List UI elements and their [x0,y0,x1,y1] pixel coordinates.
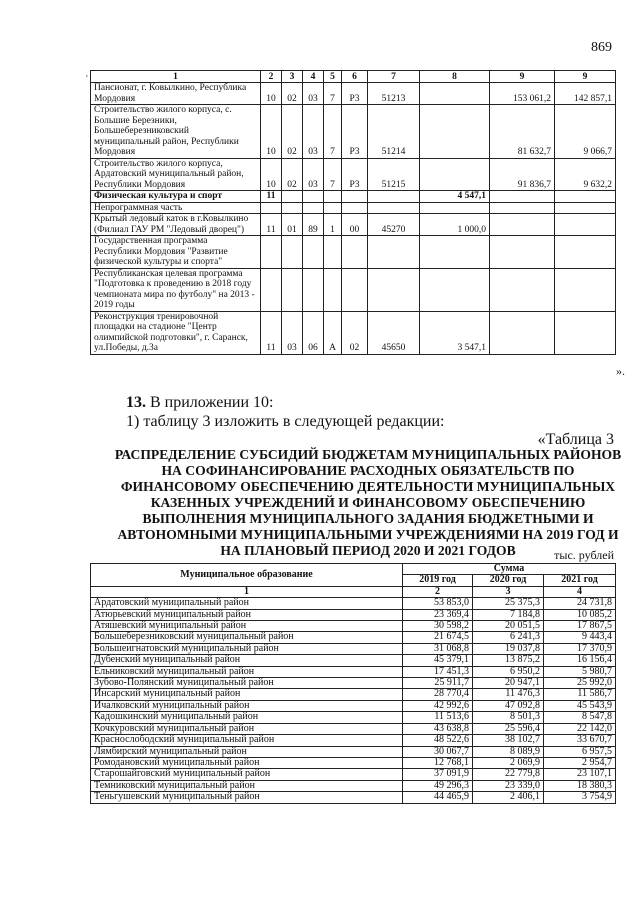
table-cell-c5: 7 [324,158,342,191]
amount-2019: 49 296,3 [403,780,473,791]
amount-2021: 9 443,4 [544,632,616,643]
table-cell-c3: 02 [282,105,303,159]
section-number: 13. [126,394,146,411]
table-row [91,609,616,620]
municipality-name: Большеберезниковский муниципальный район [91,632,403,643]
table-row [91,268,616,311]
municipality-name: Краснослободский муниципальный район [91,735,403,746]
amount-2021: 8 547,8 [544,712,616,723]
table-row [91,236,616,269]
table-cell-c6 [342,268,368,311]
amount-2020: 20 051,5 [473,621,544,632]
amount-2020: 8 089,9 [473,746,544,757]
amount-2019: 45 379,1 [403,655,473,666]
municipality-name: Ардатовский муниципальный район [91,598,403,609]
table-cell-c3: 03 [282,311,303,354]
table-cell-c5: 1 [324,214,342,236]
table-row [91,689,616,700]
table-cell-c2: 11 [261,191,282,203]
municipality-name: Ромодановский муниципальный район [91,757,403,768]
table-cell-c6: Р3 [342,83,368,105]
table-cell-c6 [342,202,368,214]
amount-2019: 21 674,5 [403,632,473,643]
municipality-name: Старошайговский муниципальный район [91,769,403,780]
municipality-name: Кочкуровский муниципальный район [91,723,403,734]
table2-index-3: 3 [473,586,544,597]
table-cell-c9 [490,191,555,203]
amount-2019: 23 369,4 [403,609,473,620]
table-row [91,158,616,191]
amount-2021: 33 670,7 [544,735,616,746]
table-cell-name: Строительство жилого корпуса, Ардатовский муниципальный район, Республики Мордовия [91,158,261,191]
table2-header-sum: Сумма [403,564,616,575]
table-cell-c7 [368,268,420,311]
municipality-name: Зубово-Полянский муниципальный район [91,678,403,689]
table-cell-c10 [555,268,616,311]
table-cell-c10: 9 632,2 [555,158,616,191]
amount-2019: 43 638,8 [403,723,473,734]
units-label: тыс. рублей [554,548,614,562]
amount-2020: 25 596,4 [473,723,544,734]
table-row [91,746,616,757]
table-cell-c3: 02 [282,83,303,105]
table-cell-c9 [490,202,555,214]
table-row [91,202,616,214]
table-cell-c9: 153 061,2 [490,83,555,105]
table-cell-c2 [261,202,282,214]
table-cell-c6: Р3 [342,158,368,191]
municipality-name: Инсарский муниципальный район [91,689,403,700]
top-mark: ' [86,74,88,85]
page-number: 869 [591,40,612,55]
table-cell-c7 [368,236,420,269]
table-cell-c7: 51213 [368,83,420,105]
table-cell-c7 [368,202,420,214]
table-row [91,666,616,677]
amount-2019: 44 465,9 [403,792,473,803]
municipality-name: Атюрьевский муниципальный район [91,609,403,620]
table-cell-c6 [342,236,368,269]
table2-header-row [91,564,616,575]
amount-2021: 5 980,7 [544,666,616,677]
amount-2019: 28 770,4 [403,689,473,700]
table1-header-row [91,71,616,83]
amount-2020: 6 950,2 [473,666,544,677]
table2-index-4: 4 [544,586,616,597]
amount-2020: 25 375,3 [473,598,544,609]
table-cell-c4: 03 [303,158,324,191]
table-cell-c4: 03 [303,105,324,159]
amount-2021: 23 107,1 [544,769,616,780]
table-cell-c3 [282,202,303,214]
table-row [91,723,616,734]
table-label: «Таблица 3 [537,431,614,448]
table-row [91,105,616,159]
amount-2020: 2 069,9 [473,757,544,768]
table-cell-c9 [490,311,555,354]
budget-expenditures-table [90,70,616,355]
table-cell-c5 [324,191,342,203]
table1-header-9: 9 [490,71,555,83]
table-cell-c5 [324,236,342,269]
table2-index-2: 2 [403,586,473,597]
amount-2019: 17 451,3 [403,666,473,677]
table-cell-c4 [303,268,324,311]
table-cell-c2: 11 [261,311,282,354]
table-cell-c3: 01 [282,214,303,236]
table1-header-8: 8 [420,71,490,83]
table-cell-c4: 06 [303,311,324,354]
section-text: В приложении 10: [146,394,274,411]
table1-body [91,83,616,355]
table-cell-c5: 7 [324,105,342,159]
table-row [91,712,616,723]
amount-2020: 11 476,3 [473,689,544,700]
amount-2019: 30 067,7 [403,746,473,757]
amount-2020: 13 875,2 [473,655,544,666]
amount-2021: 6 957,5 [544,746,616,757]
amount-2019: 42 992,6 [403,700,473,711]
table-cell-name: Физическая культура и спорт [91,191,261,203]
table-cell-c7: 51214 [368,105,420,159]
table-cell-name: Непрограммная часть [91,202,261,214]
amount-2019: 31 068,8 [403,643,473,654]
table-cell-c8: 4 547,1 [420,191,490,203]
table-cell-c3 [282,191,303,203]
amount-2020: 22 779,8 [473,769,544,780]
table-cell-c7: 45650 [368,311,420,354]
table-cell-c5: А [324,311,342,354]
table2-header-2019: 2019 год [403,575,473,586]
table-cell-c7 [368,191,420,203]
amount-2021: 45 543,9 [544,700,616,711]
table-cell-c10: 9 066,7 [555,105,616,159]
table-cell-c2 [261,236,282,269]
table-cell-c9 [490,236,555,269]
table-cell-c4 [303,202,324,214]
table-cell-c9 [490,268,555,311]
table-row [91,678,616,689]
amount-2020: 23 339,0 [473,780,544,791]
amount-2020: 38 102,7 [473,735,544,746]
table-cell-c2 [261,268,282,311]
table-row [91,83,616,105]
table-cell-c3 [282,268,303,311]
table-cell-c6 [342,191,368,203]
table-cell-c8 [420,158,490,191]
table-cell-c10 [555,236,616,269]
amount-2021: 22 142,0 [544,723,616,734]
table-cell-c4: 03 [303,83,324,105]
amount-2019: 12 768,1 [403,757,473,768]
table-row [91,757,616,768]
amount-2019: 30 598,2 [403,621,473,632]
municipality-name: Ельниковский муниципальный район [91,666,403,677]
municipality-name: Темниковский муниципальный район [91,780,403,791]
amount-2021: 17 867,5 [544,621,616,632]
table-cell-c5 [324,268,342,311]
table-cell-c8: 1 000,0 [420,214,490,236]
table-cell-c8: 3 547,1 [420,311,490,354]
table-cell-name: Республиканская целевая программа "Подготовка к проведению в 2018 году чемпионата мира по футболу" на 2013 - 2019 годы [91,268,261,311]
municipality-name: Кадошкинский муниципальный район [91,712,403,723]
amount-2021: 25 992,0 [544,678,616,689]
table-cell-c4 [303,191,324,203]
table-cell-c10: 142 857,1 [555,83,616,105]
table-row [91,311,616,354]
table-cell-c6: 02 [342,311,368,354]
table-row [91,700,616,711]
amount-2019: 48 522,6 [403,735,473,746]
amount-2021: 16 156,4 [544,655,616,666]
table-row [91,191,616,203]
table-row [91,780,616,791]
table-cell-name: Крытый ледовый каток в г.Ковылкино (Филиал ГАУ РМ "Ледовый дворец") [91,214,261,236]
table-cell-c3 [282,236,303,269]
table-cell-c2: 10 [261,83,282,105]
municipality-name: Лямбирский муниципальный район [91,746,403,757]
amount-2019: 53 853,0 [403,598,473,609]
table-row [91,792,616,803]
amount-2019: 37 091,9 [403,769,473,780]
amount-2021: 2 954,7 [544,757,616,768]
table1-header-2: 2 [261,71,282,83]
table-cell-c5 [324,202,342,214]
table-cell-name: Государственная программа Республики Мордовия "Развитие физической культуры и спорта" [91,236,261,269]
amount-2020: 8 501,3 [473,712,544,723]
table-row [91,769,616,780]
table-cell-name: Строительство жилого корпуса, с. Большие Березники, Большеберезниковский муниципальный район, Республики Мордовия [91,105,261,159]
table-cell-name: Пансионат, г. Ковылкино, Республика Мордовия [91,83,261,105]
table-row [91,655,616,666]
table1-header-5: 5 [324,71,342,83]
table-cell-c6: 00 [342,214,368,236]
amount-2021: 17 370,9 [544,643,616,654]
amount-2021: 3 754,9 [544,792,616,803]
table-cell-c9: 91 836,7 [490,158,555,191]
amount-2020: 7 184,8 [473,609,544,620]
municipality-name: Большеигнатовский муниципальный район [91,643,403,654]
table-cell-c10 [555,214,616,236]
table-cell-c9 [490,214,555,236]
amount-2020: 19 037,8 [473,643,544,654]
table2-index-1: 1 [91,586,403,597]
table-cell-c10 [555,191,616,203]
table-cell-c7: 45270 [368,214,420,236]
table-cell-c10 [555,311,616,354]
table2-header-2020: 2020 год [473,575,544,586]
table2-header-municipality: Муниципальное образование [91,564,403,587]
amount-2020: 20 947,1 [473,678,544,689]
table-cell-c8 [420,83,490,105]
table1-header-7: 7 [368,71,420,83]
table-cell-c2: 10 [261,158,282,191]
table-cell-c10 [555,202,616,214]
table-row [91,598,616,609]
table-row [91,214,616,236]
municipality-name: Теньгушевский муниципальный район [91,792,403,803]
amount-2019: 11 513,6 [403,712,473,723]
table-cell-c6: Р3 [342,105,368,159]
table-cell-c9: 81 632,7 [490,105,555,159]
table-cell-c8 [420,268,490,311]
table2-header-2021: 2021 год [544,575,616,586]
table-cell-name: Реконструкция тренировочной площадки на стадионе "Центр олимпийской подготовки", г. Саранск, ул.Победы, д.3а [91,311,261,354]
subsidy-distribution-table [90,563,616,804]
table-row [91,735,616,746]
table2-body [91,598,616,803]
table-cell-c8 [420,105,490,159]
table-cell-c8 [420,202,490,214]
table1-header-10: 9 [555,71,616,83]
table1-header-4: 4 [303,71,324,83]
section-heading [126,394,273,412]
table-cell-c4 [303,236,324,269]
table-cell-c5: 7 [324,83,342,105]
table-row [91,643,616,654]
amount-2021: 10 085,2 [544,609,616,620]
table-cell-c7: 51215 [368,158,420,191]
table2-index-row [91,586,616,597]
municipality-name: Атяшевский муниципальный район [91,621,403,632]
municipality-name: Дубенский муниципальный район [91,655,403,666]
table1-header-6: 6 [342,71,368,83]
amount-2019: 25 911,7 [403,678,473,689]
municipality-name: Ичалковский муниципальный район [91,700,403,711]
table-row [91,621,616,632]
document-heading: РАСПРЕДЕЛЕНИЕ СУБСИДИЙ БЮДЖЕТАМ МУНИЦИПАЛЬНЫХ РАЙОНОВ НА СОФИНАНСИРОВАНИЕ РАСХОДНЫХ ОБЯЗАТЕЛЬСТВ ПО ФИНАНСОВОМУ ОБЕСПЕЧЕНИЮ ДЕЯТЕЛЬНОСТИ МУНИЦИПАЛЬНЫХ КАЗЕННЫХ УЧРЕЖДЕНИЙ И ФИНАНСОВОМУ ОБЕСПЕЧЕНИЮ ВЫПОЛНЕНИЯ МУНИЦИПАЛЬНОГО ЗАДАНИЯ БЮДЖЕТНЫМИ И АВТОНОМНЫМИ МУНИЦИПАЛЬНЫМИ УЧРЕЖДЕНИЯМИ НА 2019 ГОД И НА ПЛАНОВЫЙ ПЕРИОД 2020 И 2021 ГОДОВ [114,447,622,558]
amount-2020: 6 241,3 [473,632,544,643]
table-row [91,632,616,643]
table-cell-c4: 89 [303,214,324,236]
closing-quote: ». [616,364,625,378]
table-cell-c8 [420,236,490,269]
table-cell-c2: 11 [261,214,282,236]
table1-header-3: 3 [282,71,303,83]
table-cell-c2: 10 [261,105,282,159]
amount-2021: 11 586,7 [544,689,616,700]
amount-2020: 47 092,8 [473,700,544,711]
amount-2021: 24 731,8 [544,598,616,609]
subsection-text: 1) таблицу 3 изложить в следующей редакции: [126,413,445,430]
table1-header-1: 1 [91,71,261,83]
amount-2020: 2 406,1 [473,792,544,803]
amount-2021: 18 380,3 [544,780,616,791]
table-cell-c3: 02 [282,158,303,191]
